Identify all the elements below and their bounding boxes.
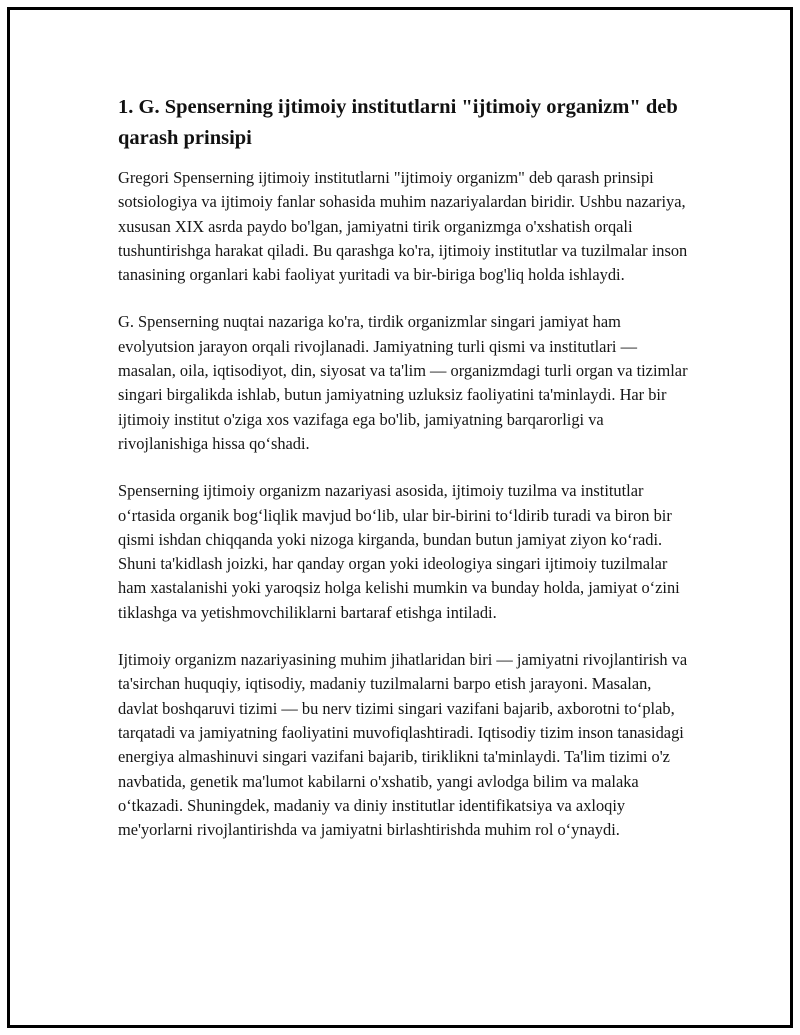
paragraph-4: Ijtimoiy organizm nazariyasining muhim jihatlaridan biri — jamiyatni rivojlantirish va ta'sirchan huquqiy, iqtisodiy, madaniy tuzilmalarni barpo etish jarayoni. Masalan, davlat boshqaruvi tizimi — bu nerv tizimi singari vazifani bajarib, axborotni to‘plab, tarqatadi va jamiyatning faoliyatini muvofiqlashtiradi. Iqtisodiy tizim inson tanasidagi energiya almashinuvi singari vazifani bajarib, tiriklikni ta'minlaydi. Ta'lim tizimi o'z navbatida, genetik ma'lumot kabilarni o'xshatib, yangi avlodga bilim va malaka o‘tkazadi. Shuningdek, madaniy va diniy institutlar identifikatsiya va axloqiy me'yorlarni rivojlantirishda va jamiyatni birlashtirishda muhim rol o‘ynaydi. <box>118 650 688 840</box>
section-heading: 1. G. Spenserning ijtimoiy institutlarni "ijtimoiy organizm" deb qarash prinsipi <box>118 96 678 149</box>
paragraph-2: G. Spenserning nuqtai nazariga ko'ra, tirdik organizmlar singari jamiyat ham evolyutsion jarayon orqali rivojlanadi. Jamiyatning turli qismi va institutlari — masalan, oila, iqtisodiyot, din, siyosat va ta'lim — organizmdagi turli organ va tizimlar singari birgalikda ishlab, butun jamiyatning uzluksiz faoliyatini ta'minlaydi. Har bir ijtimoiy institut o'ziga xos vazifaga ega bo'lib, jamiyatning barqarorligi va rivojlanishiga hissa qo‘shadi. <box>118 312 688 453</box>
document-body <box>118 92 690 865</box>
paragraph-1: Gregori Spenserning ijtimoiy institutlarni "ijtimoiy organizm" deb qarash prinsipi sotsiologiya va ijtimoiy fanlar sohasida muhim nazariyalardan biridir. Ushbu nazariya, xususan XIX asrda paydo bo'lgan, jamiyatni tirik organizmga o'xshatish orqali tushuntirishga harakat qiladi. Bu qarashga ko'ra, ijtimoiy institutlar va tuzilmalar inson tanasining organlari kabi faoliyat yuritadi va bir-biriga bog'liq holda ishlaydi. <box>118 168 688 285</box>
paragraph-3: Spenserning ijtimoiy organizm nazariyasi asosida, ijtimoiy tuzilma va institutlar o‘rtasida organik bog‘liqlik mavjud bo‘lib, ular bir-birini to‘ldirib turadi va biron bir qismi ishdan chiqqanda yoki nizoga kirganda, bundan butun jamiyat ziyon ko‘radi. Shuni ta'kidlash joizki, har qanday organ yoki ideologiya singari ijtimoiy tuzilmalar ham xastalanishi yoki yaroqsiz holga kelishi mumkin va bunday holda, jamiyat o‘zini tiklashga va yetishmovchiliklarni bartaraf etishga intiladi. <box>118 481 680 622</box>
